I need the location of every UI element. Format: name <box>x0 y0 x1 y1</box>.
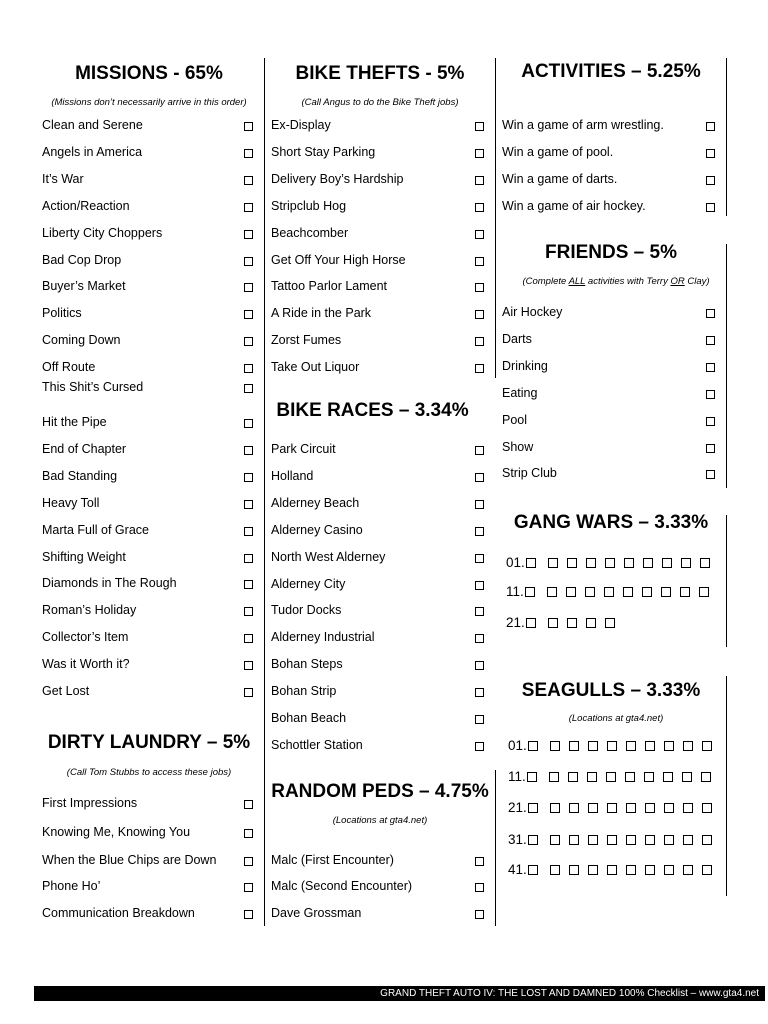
friends-title: FRIENDS – 5% <box>545 242 677 263</box>
friends-note: (Complete ALL activities with Terry OR Clay) <box>522 276 710 287</box>
missions-item-label: This Shit’s Cursed <box>42 380 144 394</box>
missions-checkbox[interactable] <box>244 310 253 319</box>
seagulls-checkbox[interactable] <box>626 741 636 751</box>
missions-checkbox[interactable] <box>244 688 253 697</box>
bike-races-checkbox[interactable] <box>475 473 484 482</box>
seagulls-row <box>508 800 721 816</box>
missions-item-label: Get Lost <box>42 684 90 698</box>
missions-checkbox[interactable] <box>244 634 253 643</box>
missions-item-label: Action/Reaction <box>42 199 130 213</box>
random-peds-item-label: Malc (First Encounter) <box>271 853 394 867</box>
dirty-laundry-item-label: First Impressions <box>42 796 138 810</box>
seagulls-checkbox[interactable] <box>683 835 693 845</box>
divider-activities <box>726 58 727 216</box>
footer-bar: GRAND THEFT AUTO IV: THE LOST AND DAMNED 100% Checklist – www.gta4.net <box>34 986 765 1001</box>
dirty-laundry-item-label: Communication Breakdown <box>42 906 195 920</box>
gang-wars-title: GANG WARS – 3.33% <box>513 512 709 533</box>
seagulls-checkbox[interactable] <box>702 741 712 751</box>
missions-item-label: Bad Cop Drop <box>42 253 122 267</box>
divider-mid-top <box>495 58 496 378</box>
seagulls-checkbox[interactable] <box>702 803 712 813</box>
seagulls-checkbox[interactable] <box>626 865 636 875</box>
gang-wars-checkbox[interactable] <box>548 558 558 568</box>
bike-thefts-item-label: Stripclub Hog <box>271 199 347 213</box>
friends-item-label: Strip Club <box>502 466 557 480</box>
bike-races-item-label: North West Alderney <box>271 550 386 564</box>
missions-checkbox[interactable] <box>244 257 253 266</box>
seagulls-checkbox[interactable] <box>664 835 674 845</box>
bike-races-checkbox[interactable] <box>475 446 484 455</box>
gang-wars-checkbox[interactable] <box>605 618 615 628</box>
bike-thefts-item-label: Ex-Display <box>271 118 331 132</box>
bike-thefts-checkbox[interactable] <box>475 283 484 292</box>
seagulls-row <box>508 862 721 878</box>
seagulls-checkbox[interactable] <box>607 803 617 813</box>
seagulls-checkbox[interactable] <box>528 835 538 845</box>
seagulls-checkbox[interactable] <box>664 865 674 875</box>
seagulls-row-label: 11. <box>508 769 526 784</box>
missions-item-label: Heavy Toll <box>42 496 100 510</box>
friends-checkbox[interactable] <box>706 309 715 318</box>
gang-wars-checkbox[interactable] <box>526 558 536 568</box>
seagulls-checkbox[interactable] <box>682 772 692 782</box>
gang-wars-checkbox[interactable] <box>642 587 652 597</box>
gang-wars-checkbox[interactable] <box>605 558 615 568</box>
bike-thefts-checkbox[interactable] <box>475 203 484 212</box>
seagulls-checkbox[interactable] <box>626 835 636 845</box>
bike-races-item-label: Bohan Strip <box>271 684 337 698</box>
friends-checkbox[interactable] <box>706 390 715 399</box>
divider-seagulls <box>726 676 727 896</box>
seagulls-checkbox[interactable] <box>645 835 655 845</box>
gang-wars-checkbox[interactable] <box>661 587 671 597</box>
seagulls-checkbox[interactable] <box>663 772 673 782</box>
seagulls-checkbox[interactable] <box>683 741 693 751</box>
seagulls-checkbox[interactable] <box>664 741 674 751</box>
bike-races-item-label: Alderney City <box>271 577 346 591</box>
bike-thefts-checkbox[interactable] <box>475 122 484 131</box>
bike-races-checkbox[interactable] <box>475 554 484 563</box>
missions-item-label: Roman’s Holiday <box>42 603 137 617</box>
friends-item-label: Darts <box>502 332 532 346</box>
seagulls-checkbox[interactable] <box>569 835 579 845</box>
seagulls-checkbox[interactable] <box>664 803 674 813</box>
bike-thefts-checkbox[interactable] <box>475 364 484 373</box>
random-peds-checkbox[interactable] <box>475 883 484 892</box>
missions-note: (Missions don’t necessarily arrive in this order) <box>51 97 247 108</box>
missions-checkbox[interactable] <box>244 661 253 670</box>
seagulls-row <box>508 769 720 785</box>
seagulls-checkbox[interactable] <box>683 803 693 813</box>
bike-thefts-checkbox[interactable] <box>475 176 484 185</box>
bike-races-checkbox[interactable] <box>475 715 484 724</box>
bike-races-checkbox[interactable] <box>475 500 484 509</box>
bike-thefts-note: (Call Angus to do the Bike Theft jobs) <box>301 97 459 108</box>
missions-item-label: Marta Full of Grace <box>42 523 149 537</box>
missions-item-label: Clean and Serene <box>42 118 143 132</box>
friends-item-label: Drinking <box>502 359 548 373</box>
bike-thefts-item-label: Take Out Liquor <box>271 360 360 374</box>
random-peds-note: (Locations at gta4.net) <box>332 815 428 826</box>
seagulls-row-label: 01. <box>508 738 527 753</box>
gang-wars-row <box>506 615 624 631</box>
gang-wars-row-label: 21. <box>506 615 525 630</box>
seagulls-note: (Locations at gta4.net) <box>568 713 664 724</box>
gang-wars-checkbox[interactable] <box>699 587 709 597</box>
bike-races-title: BIKE RACES – 3.34% <box>276 400 469 421</box>
missions-item-label: Buyer’s Market <box>42 279 126 293</box>
gang-wars-checkbox[interactable] <box>547 587 557 597</box>
activities-checkbox[interactable] <box>706 203 715 212</box>
bike-races-item-label: Park Circuit <box>271 442 336 456</box>
seagulls-checkbox[interactable] <box>528 803 538 813</box>
dirty-laundry-note: (Call Tom Stubbs to access these jobs) <box>66 767 232 778</box>
bike-races-item-label: Alderney Industrial <box>271 630 375 644</box>
bike-thefts-item-label: A Ride in the Park <box>271 306 372 320</box>
missions-title: MISSIONS - 65% <box>75 63 223 84</box>
bike-races-item-label: Bohan Steps <box>271 657 343 671</box>
seagulls-row-label: 31. <box>508 832 527 847</box>
bike-races-item-label: Bohan Beach <box>271 711 347 725</box>
bike-races-checkbox[interactable] <box>475 661 484 670</box>
activities-item-label: Win a game of darts. <box>502 172 618 186</box>
bike-thefts-checkbox[interactable] <box>475 337 484 346</box>
friends-item-label: Pool <box>502 413 528 427</box>
bike-thefts-checkbox[interactable] <box>475 149 484 158</box>
activities-item-label: Win a game of pool. <box>502 145 614 159</box>
gang-wars-checkbox[interactable] <box>681 558 691 568</box>
random-peds-item-label: Malc (Second Encounter) <box>271 879 413 893</box>
seagulls-checkbox[interactable] <box>607 835 617 845</box>
missions-item-label: Politics <box>42 306 82 320</box>
dirty-laundry-title: DIRTY LAUNDRY – 5% <box>47 732 251 753</box>
bike-races-item-label: Tudor Docks <box>271 603 342 617</box>
dirty-laundry-item-label: When the Blue Chips are Down <box>42 853 217 867</box>
seagulls-checkbox[interactable] <box>607 865 617 875</box>
activities-checkbox[interactable] <box>706 122 715 131</box>
missions-checkbox[interactable] <box>244 203 253 212</box>
missions-item-label: Off Route <box>42 360 96 374</box>
gang-wars-checkbox[interactable] <box>566 587 576 597</box>
gang-wars-checkbox[interactable] <box>604 587 614 597</box>
seagulls-checkbox[interactable] <box>607 741 617 751</box>
gang-wars-checkbox[interactable] <box>624 558 634 568</box>
missions-checkbox[interactable] <box>244 384 253 393</box>
missions-checkbox[interactable] <box>244 337 253 346</box>
seagulls-checkbox[interactable] <box>527 772 537 782</box>
activities-checkbox[interactable] <box>706 149 715 158</box>
seagulls-checkbox[interactable] <box>702 865 712 875</box>
random-peds-title: RANDOM PEDS – 4.75% <box>271 781 489 802</box>
missions-checkbox[interactable] <box>244 446 253 455</box>
bike-races-checkbox[interactable] <box>475 742 484 751</box>
missions-checkbox[interactable] <box>244 419 253 428</box>
missions-item-label: Bad Standing <box>42 469 118 483</box>
friends-checkbox[interactable] <box>706 417 715 426</box>
seagulls-checkbox[interactable] <box>702 835 712 845</box>
gang-wars-checkbox[interactable] <box>567 618 577 628</box>
missions-checkbox[interactable] <box>244 554 253 563</box>
bike-races-item-label: Schottler Station <box>271 738 363 752</box>
bike-thefts-title: BIKE THEFTS - 5% <box>295 63 465 84</box>
dirty-laundry-checkbox[interactable] <box>244 800 253 809</box>
bike-thefts-item-label: Beachcomber <box>271 226 349 240</box>
missions-item-label: Angels in America <box>42 145 143 159</box>
seagulls-checkbox[interactable] <box>568 772 578 782</box>
dirty-laundry-item-label: Phone Ho’ <box>42 879 101 893</box>
seagulls-row <box>508 832 721 848</box>
gang-wars-checkbox[interactable] <box>586 618 596 628</box>
gang-wars-checkbox[interactable] <box>567 558 577 568</box>
gang-wars-checkbox[interactable] <box>525 587 535 597</box>
activities-checkbox[interactable] <box>706 176 715 185</box>
missions-checkbox[interactable] <box>244 283 253 292</box>
missions-item-label: Shifting Weight <box>42 550 126 564</box>
bike-races-checkbox[interactable] <box>475 634 484 643</box>
missions-checkbox[interactable] <box>244 473 253 482</box>
seagulls-checkbox[interactable] <box>587 772 597 782</box>
random-peds-checkbox[interactable] <box>475 857 484 866</box>
missions-checkbox[interactable] <box>244 149 253 158</box>
seagulls-checkbox[interactable] <box>588 803 598 813</box>
bike-races-checkbox[interactable] <box>475 607 484 616</box>
gang-wars-checkbox[interactable] <box>680 587 690 597</box>
seagulls-row <box>508 738 721 754</box>
friends-item-label: Air Hockey <box>502 305 563 319</box>
missions-item-label: Collector’s Item <box>42 630 129 644</box>
bike-thefts-checkbox[interactable] <box>475 257 484 266</box>
gang-wars-row <box>506 555 719 571</box>
missions-checkbox[interactable] <box>244 527 253 536</box>
dirty-laundry-checkbox[interactable] <box>244 910 253 919</box>
bike-races-checkbox[interactable] <box>475 581 484 590</box>
seagulls-checkbox[interactable] <box>645 865 655 875</box>
seagulls-checkbox[interactable] <box>606 772 616 782</box>
gang-wars-checkbox[interactable] <box>586 558 596 568</box>
divider-gangwars <box>726 515 727 647</box>
bike-thefts-item-label: Short Stay Parking <box>271 145 376 159</box>
bike-thefts-item-label: Delivery Boy’s Hardship <box>271 172 404 186</box>
friends-item-label: Eating <box>502 386 538 400</box>
seagulls-checkbox[interactable] <box>550 865 560 875</box>
missions-checkbox[interactable] <box>244 500 253 509</box>
seagulls-checkbox[interactable] <box>569 741 579 751</box>
gang-wars-checkbox[interactable] <box>548 618 558 628</box>
gang-wars-checkbox[interactable] <box>585 587 595 597</box>
seagulls-title: SEAGULLS – 3.33% <box>521 680 701 701</box>
friends-checkbox[interactable] <box>706 444 715 453</box>
missions-item-label: Hit the Pipe <box>42 415 107 429</box>
missions-item-label: Diamonds in The Rough <box>42 576 177 590</box>
seagulls-checkbox[interactable] <box>550 835 560 845</box>
seagulls-checkbox[interactable] <box>644 772 654 782</box>
gang-wars-row-label: 01. <box>506 555 525 570</box>
gang-wars-checkbox[interactable] <box>526 618 536 628</box>
seagulls-checkbox[interactable] <box>645 741 655 751</box>
activities-title: ACTIVITIES – 5.25% <box>521 61 701 82</box>
missions-item-label: Coming Down <box>42 333 121 347</box>
dirty-laundry-checkbox[interactable] <box>244 857 253 866</box>
seagulls-checkbox[interactable] <box>683 865 693 875</box>
bike-thefts-checkbox[interactable] <box>475 310 484 319</box>
bike-thefts-checkbox[interactable] <box>475 230 484 239</box>
seagulls-row-label: 21. <box>508 800 527 815</box>
seagulls-checkbox[interactable] <box>625 772 635 782</box>
seagulls-checkbox[interactable] <box>569 865 579 875</box>
friends-checkbox[interactable] <box>706 363 715 372</box>
missions-checkbox[interactable] <box>244 176 253 185</box>
missions-checkbox[interactable] <box>244 230 253 239</box>
bike-races-checkbox[interactable] <box>475 527 484 536</box>
activities-item-label: Win a game of arm wrestling. <box>502 118 664 132</box>
missions-item-label: Liberty City Choppers <box>42 226 163 240</box>
dirty-laundry-checkbox[interactable] <box>244 829 253 838</box>
seagulls-checkbox[interactable] <box>550 741 560 751</box>
missions-checkbox[interactable] <box>244 122 253 131</box>
seagulls-checkbox[interactable] <box>588 865 598 875</box>
dirty-laundry-item-label: Knowing Me, Knowing You <box>42 825 191 839</box>
missions-item-label: Was it Worth it? <box>42 657 130 671</box>
gang-wars-checkbox[interactable] <box>662 558 672 568</box>
bike-races-item-label: Alderney Casino <box>271 523 363 537</box>
friends-checkbox[interactable] <box>706 470 715 479</box>
random-peds-item-label: Dave Grossman <box>271 906 362 920</box>
bike-thefts-item-label: Tattoo Parlor Lament <box>271 279 388 293</box>
missions-checkbox[interactable] <box>244 364 253 373</box>
seagulls-checkbox[interactable] <box>701 772 711 782</box>
seagulls-checkbox[interactable] <box>588 741 598 751</box>
dirty-laundry-checkbox[interactable] <box>244 883 253 892</box>
friends-item-label: Show <box>502 440 534 454</box>
seagulls-row-label: 41. <box>508 862 527 877</box>
seagulls-checkbox[interactable] <box>528 741 538 751</box>
bike-thefts-item-label: Zorst Fumes <box>271 333 342 347</box>
divider-mid-bottom <box>495 770 496 926</box>
seagulls-checkbox[interactable] <box>626 803 636 813</box>
missions-item-label: It’s War <box>42 172 84 186</box>
bike-races-item-label: Holland <box>271 469 314 483</box>
seagulls-checkbox[interactable] <box>645 803 655 813</box>
bike-thefts-item-label: Get Off Your High Horse <box>271 253 406 267</box>
friends-checkbox[interactable] <box>706 336 715 345</box>
activities-item-label: Win a game of air hockey. <box>502 199 646 213</box>
gang-wars-row <box>506 584 718 600</box>
missions-checkbox[interactable] <box>244 607 253 616</box>
gang-wars-row-label: 11. <box>506 584 524 599</box>
gang-wars-checkbox[interactable] <box>700 558 710 568</box>
bike-races-item-label: Alderney Beach <box>271 496 360 510</box>
random-peds-checkbox[interactable] <box>475 910 484 919</box>
gang-wars-checkbox[interactable] <box>643 558 653 568</box>
seagulls-checkbox[interactable] <box>588 835 598 845</box>
seagulls-checkbox[interactable] <box>550 803 560 813</box>
bike-races-checkbox[interactable] <box>475 688 484 697</box>
seagulls-checkbox[interactable] <box>528 865 538 875</box>
gang-wars-checkbox[interactable] <box>623 587 633 597</box>
seagulls-checkbox[interactable] <box>549 772 559 782</box>
missions-item-label: End of Chapter <box>42 442 127 456</box>
seagulls-checkbox[interactable] <box>569 803 579 813</box>
missions-checkbox[interactable] <box>244 580 253 589</box>
